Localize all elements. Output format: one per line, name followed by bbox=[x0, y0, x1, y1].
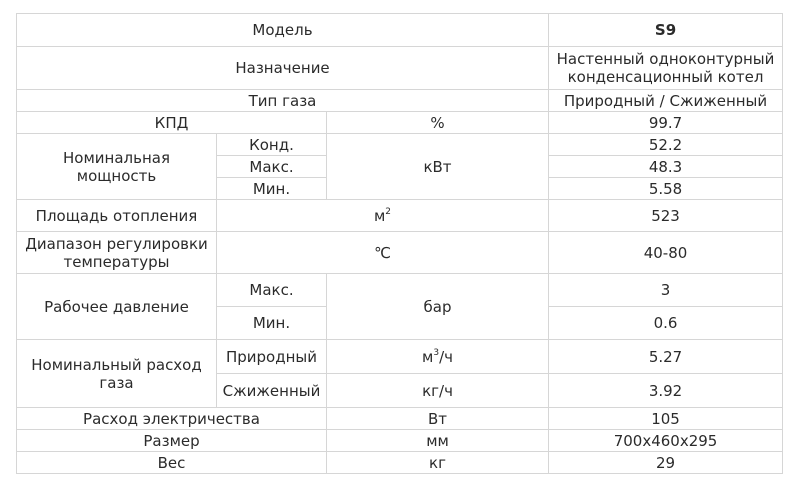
efficiency-value: 99.7 bbox=[549, 112, 783, 134]
power-value-min: 5.58 bbox=[549, 178, 783, 200]
gas-type-label: Тип газа bbox=[17, 90, 549, 112]
power-sub-cond: Конд. bbox=[217, 134, 327, 156]
heating-area-unit-sup: 2 bbox=[385, 206, 392, 217]
gas-consumption-label: Номинальный расход газа bbox=[17, 340, 217, 408]
power-sub-max: Макс. bbox=[217, 156, 327, 178]
size-label: Размер bbox=[17, 430, 327, 452]
pressure-label: Рабочее давление bbox=[17, 274, 217, 340]
power-sub-min: Мин. bbox=[217, 178, 327, 200]
temp-range-value: 40-80 bbox=[549, 232, 783, 274]
gas-unit-natural bbox=[327, 340, 549, 374]
power-value-cond: 52.2 bbox=[549, 134, 783, 156]
row-purpose bbox=[17, 47, 783, 90]
heating-area-unit bbox=[217, 200, 549, 232]
gas-type-value: Природный / Сжиженный bbox=[549, 90, 783, 112]
gas-value-lpg: 3.92 bbox=[549, 374, 783, 408]
gas-unit-natural-rest: /ч bbox=[439, 347, 453, 366]
pressure-value-min: 0.6 bbox=[549, 307, 783, 340]
pressure-sub-max: Макс. bbox=[217, 274, 327, 307]
row-electricity bbox=[17, 408, 783, 430]
gas-unit-lpg: кг/ч bbox=[327, 374, 549, 408]
weight-label: Вес bbox=[17, 452, 327, 474]
temp-range-label: Диапазон регулировки температуры bbox=[17, 232, 217, 274]
purpose-label: Назначение bbox=[17, 47, 549, 90]
gas-unit-natural-sup: 3 bbox=[433, 347, 440, 358]
power-unit: кВт bbox=[327, 134, 549, 200]
efficiency-unit: % bbox=[327, 112, 549, 134]
heating-area-value: 523 bbox=[549, 200, 783, 232]
gas-sub-lpg: Сжиженный bbox=[217, 374, 327, 408]
purpose-value: Настенный одноконтурный конденсационный котел bbox=[549, 47, 783, 90]
pressure-sub-min: Мин. bbox=[217, 307, 327, 340]
row-temp-range bbox=[17, 232, 783, 274]
row-pressure-max bbox=[17, 274, 783, 307]
row-size bbox=[17, 430, 783, 452]
model-label: Модель bbox=[17, 14, 549, 47]
gas-value-natural: 5.27 bbox=[549, 340, 783, 374]
electricity-label: Расход электричества bbox=[17, 408, 327, 430]
gas-unit-natural-base: м bbox=[422, 347, 434, 366]
row-power-cond bbox=[17, 134, 783, 156]
weight-unit: кг bbox=[327, 452, 549, 474]
pressure-value-max: 3 bbox=[549, 274, 783, 307]
heating-area-unit-base: м bbox=[373, 206, 386, 225]
row-model bbox=[17, 14, 783, 47]
gas-sub-natural: Природный bbox=[217, 340, 327, 374]
power-value-max: 48.3 bbox=[549, 156, 783, 178]
electricity-value: 105 bbox=[549, 408, 783, 430]
temp-range-unit: ℃ bbox=[217, 232, 549, 274]
row-heating-area bbox=[17, 200, 783, 232]
pressure-unit: бар bbox=[327, 274, 549, 340]
row-efficiency bbox=[17, 112, 783, 134]
size-value: 700x460x295 bbox=[549, 430, 783, 452]
row-gas-natural bbox=[17, 340, 783, 374]
heating-area-label: Площадь отопления bbox=[17, 200, 217, 232]
model-value: S9 bbox=[549, 14, 783, 47]
spec-table bbox=[16, 13, 783, 474]
row-gas-type bbox=[17, 90, 783, 112]
electricity-unit: Вт bbox=[327, 408, 549, 430]
row-weight bbox=[17, 452, 783, 474]
efficiency-label: КПД bbox=[17, 112, 327, 134]
size-unit: мм bbox=[327, 430, 549, 452]
power-label: Номинальная мощность bbox=[17, 134, 217, 200]
weight-value: 29 bbox=[549, 452, 783, 474]
